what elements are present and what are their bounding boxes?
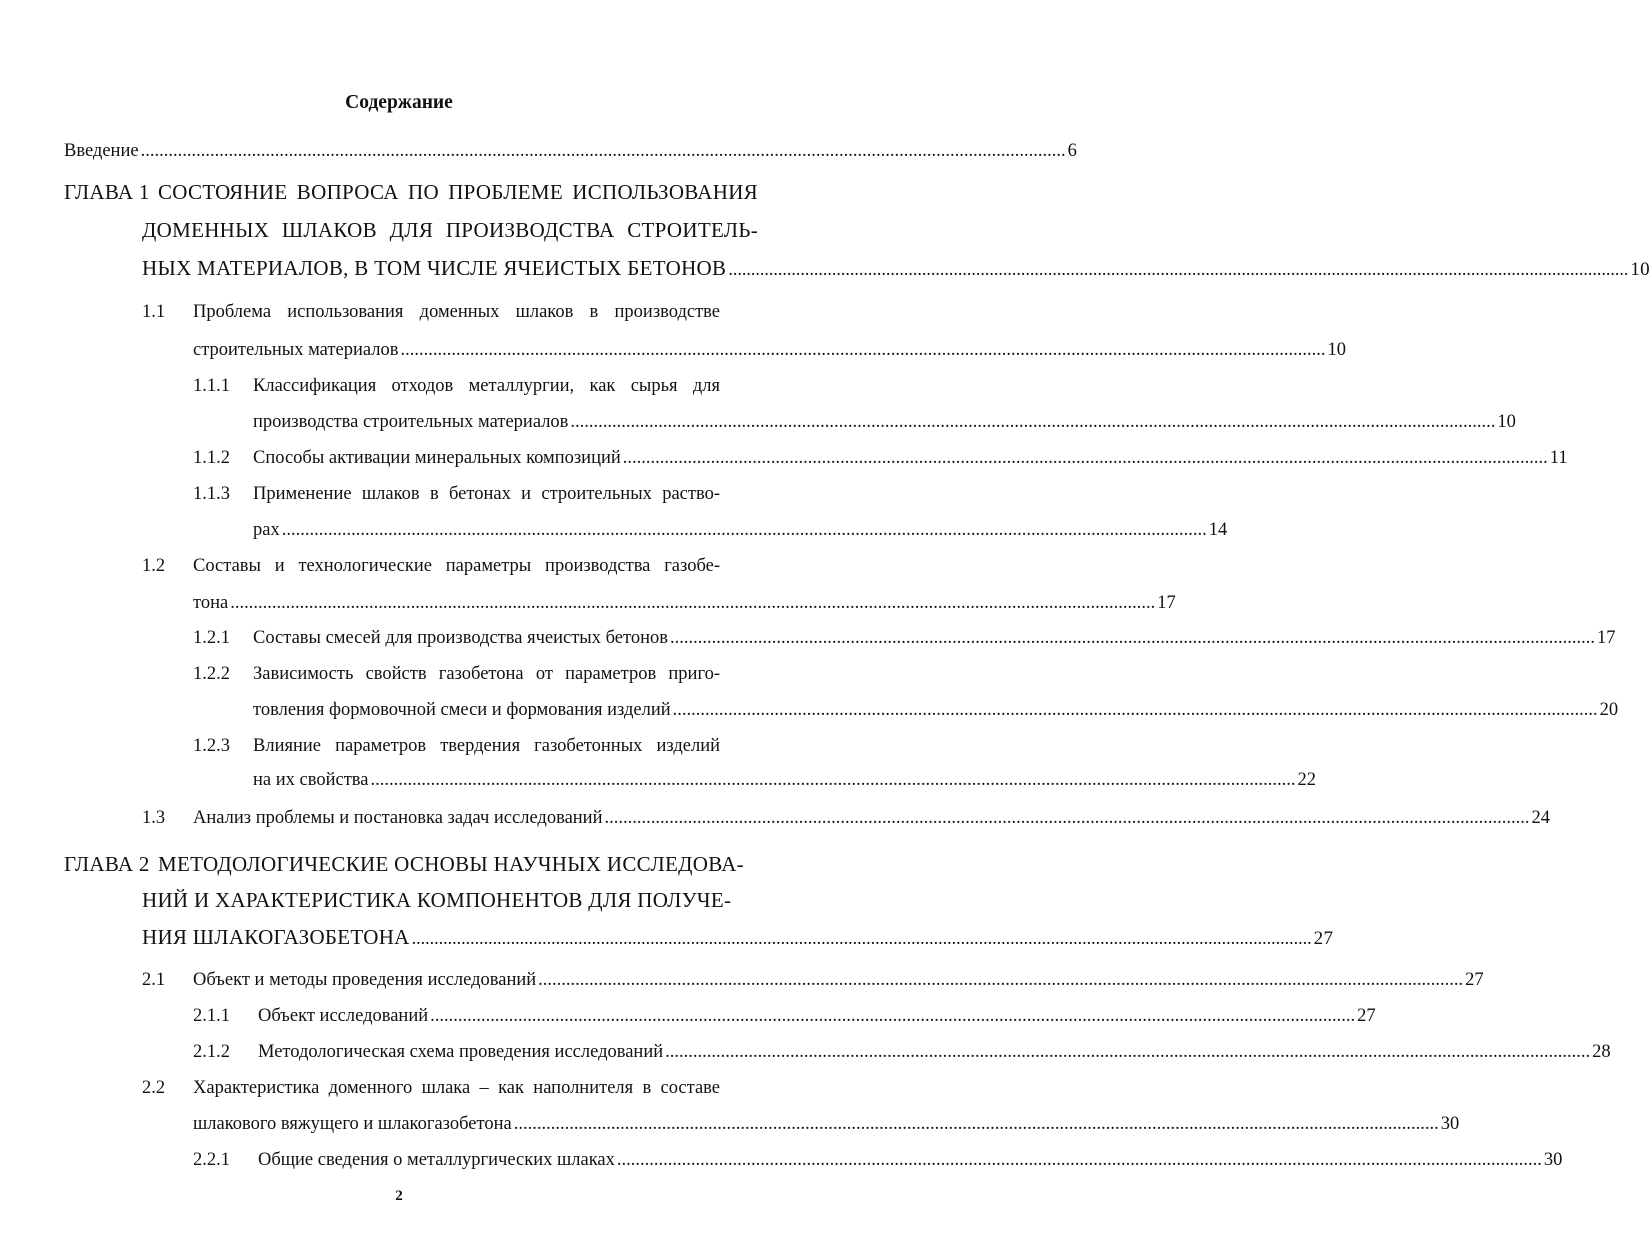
section-number: 2.1.1 (193, 1006, 230, 1026)
toc-entry-1-3 (193, 808, 1550, 829)
toc-entry-2-2 (193, 1114, 1460, 1135)
leader-dots: ........................................................................................................................................................................................................ (281, 520, 1207, 540)
leader-dots: ........................................................................................................................................................................................................ (400, 340, 1326, 360)
section-title-line: рах (253, 520, 280, 540)
leader-dots: ........................................................................................................................................................................................................ (140, 141, 1066, 161)
section-number: 2.2 (142, 1078, 166, 1098)
section-number: 1.3 (142, 808, 166, 828)
toc-entry-chapter1 (142, 256, 1650, 281)
toc-entry-2-1 (193, 970, 1484, 991)
toc-entry-1-1 (193, 340, 1346, 361)
toc-entry-1-2-3 (253, 770, 1316, 791)
chapter-title-line: ДОМЕННЫХ ШЛАКОВ ДЛЯ ПРОИЗВОДСТВА СТРОИТЕЛЬ- (142, 218, 758, 242)
section-number: 2.1 (142, 970, 166, 990)
section-title-line: шлакового вяжущего и шлакогазобетона (193, 1114, 512, 1134)
toc-entry-2-2-1 (258, 1150, 1563, 1171)
page-title: Содержание (345, 92, 453, 113)
toc-page: 14 (1208, 520, 1228, 540)
toc-page: 27 (1313, 928, 1334, 949)
section-title-line: на их свойства (253, 770, 369, 790)
section-number: 2.2.1 (193, 1150, 230, 1170)
leader-dots: ........................................................................................................................................................................................................ (570, 412, 1496, 432)
chapter-title-line: НИЯ ШЛАКОГАЗОБЕТОНА (142, 925, 410, 949)
section-title-line: товления формовочной смеси и формования изделий (253, 700, 671, 720)
section-title-line: тона (193, 593, 229, 613)
toc-entry-1-2-2 (253, 700, 1619, 721)
leader-dots: ........................................................................................................................................................................................................ (669, 628, 1595, 648)
leader-dots: ........................................................................................................................................................................................................ (728, 259, 1629, 279)
section-title-line: Составы смесей для производства ячеистых бетонов (253, 628, 668, 648)
section-title-line: производства строительных материалов (253, 412, 569, 432)
toc-page: 10 (1327, 340, 1346, 360)
toc-entry-1-1-2 (253, 448, 1568, 469)
chapter-title-line: МЕТОДОЛОГИЧЕСКИЕ ОСНОВЫ НАУЧНЫХ ИССЛЕДОВА- (158, 852, 744, 876)
toc-page: 30 (1440, 1114, 1460, 1134)
section-number: 1.2 (142, 556, 166, 576)
toc-page: 22 (1297, 770, 1316, 790)
section-title-line: Объект и методы проведения исследований (193, 970, 537, 990)
chapter-label: ГЛАВА 1 (64, 180, 150, 204)
leader-dots: ........................................................................................................................................................................................................ (622, 448, 1548, 468)
section-title-line: Составы и технологические параметры производства газобе- (193, 556, 720, 576)
section-number: 1.1.1 (193, 376, 230, 396)
toc-page: 10 (1630, 259, 1650, 280)
toc-label: Введение (64, 141, 139, 161)
toc-page: 17 (1157, 593, 1176, 613)
toc-entry-1-2 (193, 593, 1176, 614)
section-title-line: Проблема использования доменных шлаков в производстве (193, 302, 720, 322)
toc-page: 27 (1357, 1006, 1376, 1026)
section-number: 1.2.1 (193, 628, 230, 648)
toc-page: 27 (1465, 970, 1484, 990)
section-number: 1.2.2 (193, 664, 230, 684)
toc-page: 11 (1549, 448, 1568, 468)
toc-entry-chapter2 (142, 925, 1334, 950)
section-title-line: Характеристика доменного шлака – как наполнителя в составе (193, 1078, 720, 1098)
toc-entry-intro (64, 141, 1077, 162)
chapter-title-line: НИЙ И ХАРАКТЕРИСТИКА КОМПОНЕНТОВ ДЛЯ ПОЛУЧЕ- (142, 888, 732, 912)
section-title-line: Зависимость свойств газобетона от параметров приго- (253, 664, 720, 684)
chapter-title-line: НЫХ МАТЕРИАЛОВ, В ТОМ ЧИСЛЕ ЯЧЕИСТЫХ БЕТОНОВ (142, 256, 727, 280)
leader-dots: ........................................................................................................................................................................................................ (538, 970, 1464, 990)
section-number: 2.1.2 (193, 1042, 230, 1062)
toc-entry-2-1-2 (258, 1042, 1611, 1063)
page-number: 2 (395, 1188, 403, 1204)
leader-dots: ........................................................................................................................................................................................................ (370, 770, 1296, 790)
toc-page: 28 (1592, 1042, 1611, 1062)
chapter-title-line: СОСТОЯНИЕ ВОПРОСА ПО ПРОБЛЕМЕ ИСПОЛЬЗОВАНИЯ (158, 180, 758, 204)
section-title-line: Классификация отходов металлургии, как сырья для (253, 376, 720, 396)
section-title-line: строительных материалов (193, 340, 399, 360)
toc-entry-1-1-3 (253, 520, 1228, 541)
toc-entry-2-1-1 (258, 1006, 1376, 1027)
leader-dots: ........................................................................................................................................................................................................ (604, 808, 1530, 828)
leader-dots: ........................................................................................................................................................................................................ (430, 1006, 1356, 1026)
toc-entry-1-2-1 (253, 628, 1616, 649)
leader-dots: ........................................................................................................................................................................................................ (672, 700, 1598, 720)
leader-dots: ........................................................................................................................................................................................................ (513, 1114, 1439, 1134)
leader-dots: ........................................................................................................................................................................................................ (665, 1042, 1591, 1062)
section-title-line: Объект исследований (258, 1006, 429, 1026)
leader-dots: ........................................................................................................................................................................................................ (411, 928, 1312, 948)
leader-dots: ........................................................................................................................................................................................................ (230, 593, 1156, 613)
toc-page: 20 (1599, 700, 1619, 720)
section-number: 1.2.3 (193, 736, 230, 756)
toc-page: 24 (1531, 808, 1550, 828)
section-title-line: Применение шлаков в бетонах и строительных раство- (253, 484, 720, 504)
section-number: 1.1.2 (193, 448, 230, 468)
toc-page: 30 (1543, 1150, 1563, 1170)
section-title-line: Методологическая схема проведения исследований (258, 1042, 664, 1062)
toc-entry-1-1-1 (253, 412, 1516, 433)
toc-page: 6 (1067, 141, 1077, 161)
toc-page: 17 (1596, 628, 1616, 648)
section-title-line: Способы активации минеральных композиций (253, 448, 621, 468)
section-number: 1.1 (142, 302, 166, 322)
section-number: 1.1.3 (193, 484, 230, 504)
chapter-label: ГЛАВА 2 (64, 852, 150, 876)
leader-dots: ........................................................................................................................................................................................................ (616, 1150, 1542, 1170)
toc-page: 10 (1497, 412, 1516, 432)
section-title-line: Общие сведения о металлургических шлаках (258, 1150, 615, 1170)
section-title-line: Анализ проблемы и постановка задач исследований (193, 808, 603, 828)
section-title-line: Влияние параметров твердения газобетонных изделий (253, 736, 720, 756)
